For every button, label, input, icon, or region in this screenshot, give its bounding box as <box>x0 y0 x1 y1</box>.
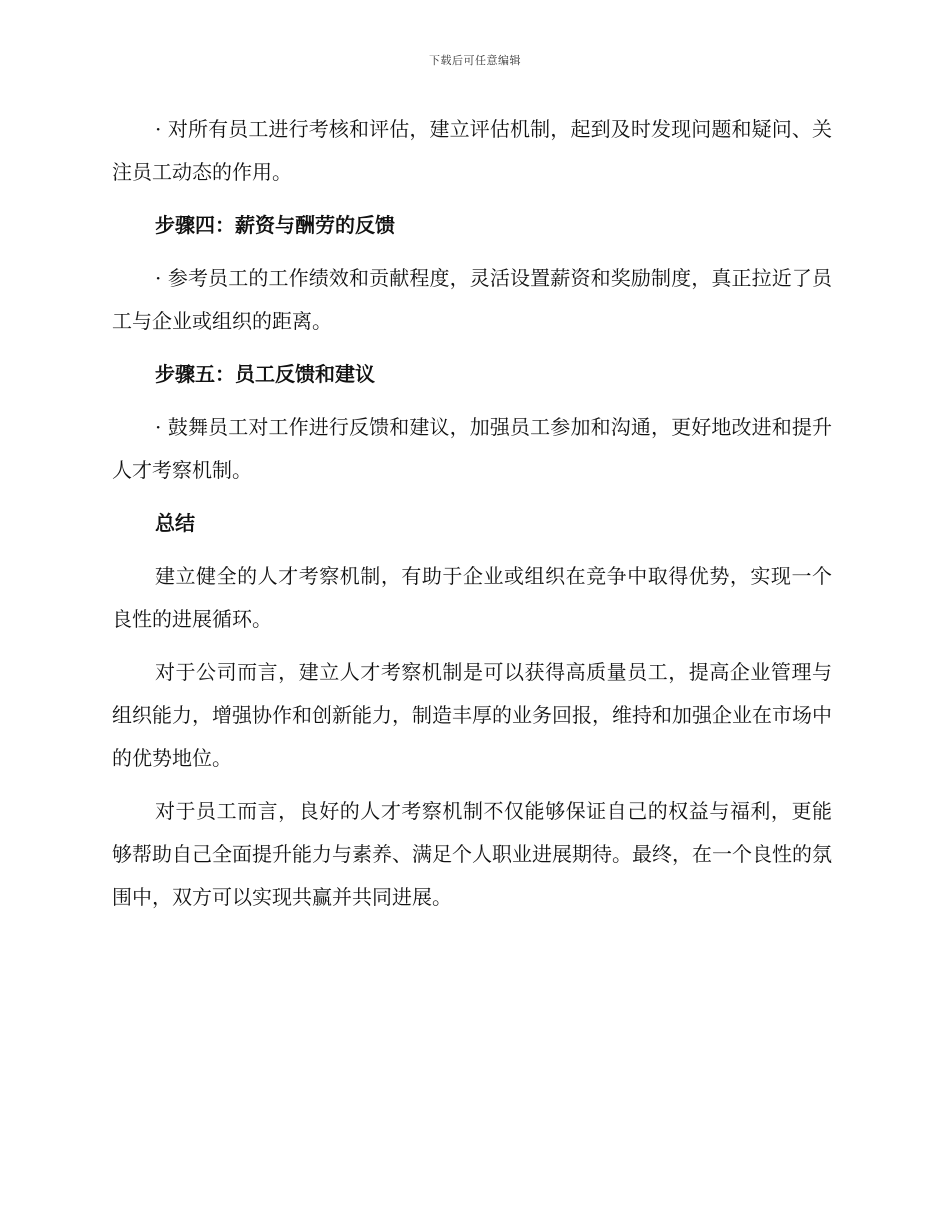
paragraph-salary: · 参考员工的工作绩效和贡献程度，灵活设置薪资和奖励制度，真正拉近了员工与企业或组织的距离。 <box>112 266 832 333</box>
heading-step-five: 步骤五：员工反馈和建议 <box>155 362 375 386</box>
paragraph-summary-company: 对于公司而言，建立人才考察机制是可以获得高质量员工，提高企业管理与组织能力，增强协作和创新能力，制造丰厚的业务回报，维持和加强企业在市场中的优势地位。 <box>112 660 832 770</box>
heading-summary: 总结 <box>155 511 195 535</box>
paragraph-summary-employee: 对于员工而言，良好的人才考察机制不仅能够保证自己的权益与福利，更能够帮助自己全面提升能力与素养、满足个人职业进展期待。最终，在一个良性的氛围中，双方可以实现共赢并共同进展。 <box>112 799 832 909</box>
paragraph-feedback: · 鼓舞员工对工作进行反馈和建议，加强员工参加和沟通，更好地改进和提升人才考察机制。 <box>112 415 832 482</box>
heading-step-four: 步骤四：薪资与酬劳的反馈 <box>155 213 395 237</box>
page-header-note: 下载后可任意编辑 <box>429 54 521 67</box>
paragraph-summary-1: 建立健全的人才考察机制，有助于企业或组织在竞争中取得优势，实现一个良性的进展循环。 <box>112 564 832 631</box>
paragraph-assessment: · 对所有员工进行考核和评估，建立评估机制，起到及时发现问题和疑问、关注员工动态的作用。 <box>112 117 832 184</box>
document-body <box>112 108 832 929</box>
